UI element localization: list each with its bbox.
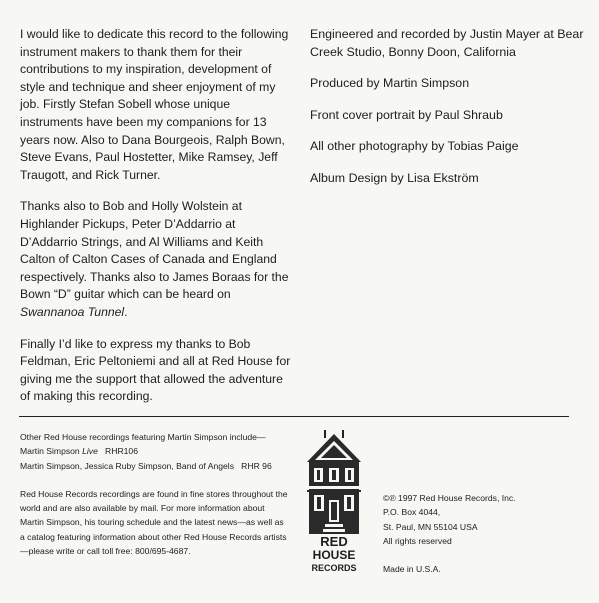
thanks-paragraph-end: . bbox=[124, 304, 128, 319]
logo-text-red: RED bbox=[320, 534, 348, 549]
recording-2-catalog: RHR 96 bbox=[241, 460, 272, 471]
copyright-notice: ©℗ 1997 Red House Records, Inc. bbox=[383, 493, 516, 503]
logo-text-records: RECORDS bbox=[311, 563, 357, 573]
recording-1 bbox=[20, 444, 290, 458]
credit-photography: All other photography by Tobias Paige bbox=[310, 139, 519, 154]
other-recordings-block bbox=[20, 430, 290, 558]
copyright-block bbox=[383, 491, 583, 576]
address-po-box: P.O. Box 4044, bbox=[383, 507, 441, 518]
final-thanks-paragraph: Finally I’d like to express my thanks to Bob Feldman, Eric Peltoniemi and all at Red House for giving me the support that allowed the adventure of making this recording. bbox=[20, 336, 291, 404]
recording-2 bbox=[20, 459, 290, 473]
divider-line bbox=[19, 416, 569, 417]
other-recordings-heading: Other Red House recordings featuring Martin Simpson include— bbox=[20, 432, 266, 442]
credit-cover-portrait: Front cover portrait by Paul Shraub bbox=[310, 107, 503, 122]
credit-producer: Produced by Martin Simpson bbox=[310, 76, 470, 91]
rights-reserved: All rights reserved bbox=[383, 535, 452, 546]
song-title: Swannanoa Tunnel bbox=[20, 304, 125, 319]
dedication-column bbox=[20, 26, 296, 420]
recording-1-artist: Martin Simpson bbox=[20, 446, 80, 457]
dedication-paragraph: I would like to dedicate this record to the following instrument makers to thank them for their contributions to my inspiration, development of style and technique and sheer enjoyment of my job. Firstly Stefan Sobell whose unique instruments have been my companions for 13 years now. Also to Dana Bourgeois, Ralph Bown, Steve Evans, Paul Hostetter, Mike Ramsey, Jeff Traugott, and Rick Turner. bbox=[20, 27, 289, 182]
red-house-records-logo bbox=[303, 428, 365, 580]
credits-column bbox=[310, 26, 585, 202]
made-in: Made in U.S.A. bbox=[383, 564, 441, 575]
thanks-paragraph bbox=[20, 198, 296, 321]
credit-design: Album Design by Lisa Ekström bbox=[310, 170, 479, 185]
logo-text-house: HOUSE bbox=[312, 548, 356, 562]
recording-1-catalog: RHR106 bbox=[105, 446, 138, 457]
thanks-paragraph-text: Thanks also to Bob and Holly Wolstein at Highlander Pickups, Peter D’Addarrio at D’Addarrio Strings, and Al Williams and Keith Calton of Calton Cases of Canada and England respectively. Thanks also to James Boraas for the Bown “D” guitar which can be heard on bbox=[20, 199, 289, 302]
recording-2-names: Martin Simpson, Jessica Ruby Simpson, Band of Angels bbox=[20, 460, 234, 471]
address-city: St. Paul, MN 55104 USA bbox=[383, 521, 478, 532]
credit-engineering: Engineered and recorded by Justin Mayer at Bear Creek Studio, Bonny Doon, California bbox=[310, 27, 584, 59]
availability-text: Red House Records recordings are found in fine stores throughout the world and are also available by mail. For more information about Martin Simpson, his touring schedule and the latest news—as well as a catalog featuring information about other Red House Records artists—please write or call toll free: 800/695-4687. bbox=[20, 488, 288, 557]
recording-1-title: Live bbox=[82, 446, 98, 457]
